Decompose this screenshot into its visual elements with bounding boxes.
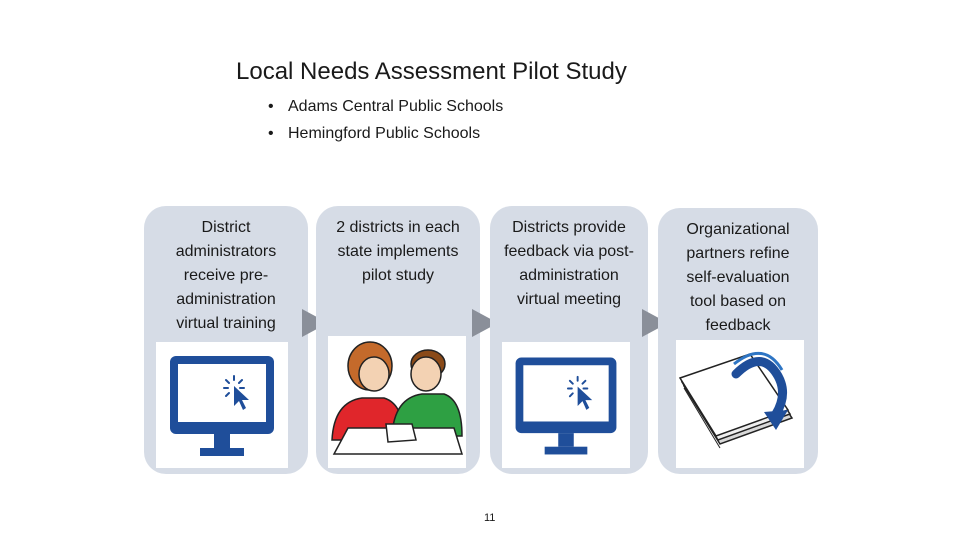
bullet-item bbox=[268, 123, 503, 150]
step-text: 2 districts in each state implements pilot study bbox=[336, 219, 460, 284]
document-refresh-icon bbox=[676, 340, 804, 468]
computer-monitor-icon bbox=[156, 342, 288, 468]
bullet-list bbox=[268, 96, 503, 150]
bullet-text: Adams Central Public Schools bbox=[288, 98, 504, 115]
step-card-1 bbox=[144, 206, 308, 474]
page-number: 11 bbox=[484, 512, 496, 524]
step-card-2 bbox=[316, 206, 480, 474]
bullet-text: Hemingford Public Schools bbox=[288, 125, 481, 142]
two-students-icon bbox=[328, 336, 466, 468]
step-text: District administrators receive pre-administration virtual training bbox=[175, 219, 277, 332]
step-card-4 bbox=[658, 208, 818, 474]
step-text: Organizational partners refine self-evaluation tool based on feedback bbox=[686, 221, 790, 334]
bullet-item bbox=[268, 96, 503, 123]
step-card-3 bbox=[490, 206, 648, 474]
slide-title: Local Needs Assessment Pilot Study bbox=[236, 58, 627, 85]
computer-monitor-icon bbox=[502, 342, 630, 468]
bullet-dot: • bbox=[268, 125, 274, 142]
step-text: Districts provide feedback via post-administration virtual meeting bbox=[504, 219, 634, 308]
bullet-dot: • bbox=[268, 98, 274, 115]
